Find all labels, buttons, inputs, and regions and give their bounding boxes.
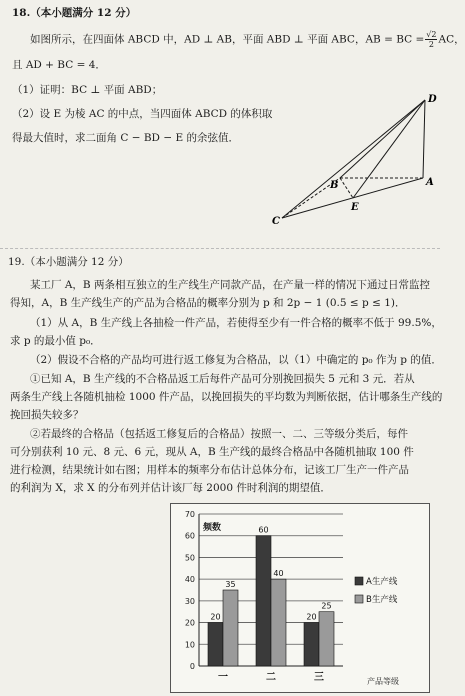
- problem-19-line1: 某工厂 A，B 两条相互独立的生产线生产同款产品，在产量一样的情况下通过日常监控: [30, 279, 430, 291]
- bar-b-1: [223, 590, 238, 666]
- tetrahedron-figure: [270, 90, 438, 230]
- edge-BE: [340, 178, 353, 198]
- problem-18-line1: [30, 30, 465, 49]
- legend-label: B生产线: [366, 595, 398, 605]
- bar-b-3: [319, 612, 334, 666]
- legend-swatch: [355, 595, 363, 603]
- vertex-label-C: C: [272, 216, 280, 227]
- problem-19-line12: 的利润为 X，求 X 的分布列并估计该厂每 2000 件时利润的期望值．: [10, 482, 331, 494]
- section-divider: [0, 248, 440, 249]
- vertex-label-D: D: [428, 94, 437, 105]
- problem-19-line7: 两条生产线上各随机抽检 1000 件产品，以挽回损失的平均数为判断依据，估计哪条生产线的: [10, 391, 443, 403]
- problem-19-line4: 求 p 的最小值 p₀．: [10, 335, 101, 347]
- problem-19-line5: （2）假设不合格的产品均可进行返工修复为合格品，以（1）中确定的 p₀ 作为 p 的值．: [30, 354, 442, 366]
- x-tick-label: 一: [218, 672, 228, 683]
- data-label: 20: [210, 612, 221, 622]
- data-label: 35: [225, 580, 236, 589]
- x-axis-label: 产品等级: [367, 677, 399, 686]
- data-label: 40: [273, 569, 284, 579]
- problem-19-line6: ①已知 A，B 生产线的不合格品返工后每件产品可分别挽回损失 5 元和 3 元．若从: [30, 373, 415, 385]
- bar-a-1: [208, 623, 223, 666]
- x-tick-label: 三: [314, 672, 324, 683]
- problem-18-line2: 且 AD + BC = 4．: [12, 59, 106, 71]
- vertex-label-E: E: [351, 202, 359, 213]
- edge-DA: [423, 100, 425, 178]
- edge-DE: [353, 100, 425, 198]
- x-tick-label: 二: [266, 672, 276, 683]
- fraction-sqrt2-over-2: [425, 30, 437, 49]
- edge-DC: [282, 100, 425, 218]
- y-tick-label: 30: [184, 596, 195, 606]
- fraction-denominator: 2: [428, 40, 434, 49]
- y-tick-label: 50: [184, 553, 195, 563]
- bar-chart-container: [170, 503, 430, 693]
- problem-18-item2a: （2）设 E 为棱 AC 的中点，当四面体 ABCD 的体积取: [12, 108, 273, 120]
- y-tick-label: 70: [184, 510, 195, 519]
- problem-19-line10: 可分别获利 10 元、8 元、6 元，现从 A，B 生产线的最终合格品中各随机抽取 100 件: [10, 446, 414, 458]
- problem-18-line1b: AC，: [438, 33, 465, 46]
- data-label: 20: [306, 612, 317, 622]
- problem-19-line8: 挽回损失较多？: [10, 409, 84, 421]
- problem-18-line1a: 如图所示，在四面体 ABCD 中，AD ⊥ AB，平面 ABD ⊥ 平面 ABC，AB = BC =: [30, 33, 425, 46]
- problem-19-heading: 19.（本小题满分 12 分）: [8, 256, 129, 268]
- problem-18-item1: （1）证明：BC ⊥ 平面 ABD；: [12, 84, 163, 96]
- bar-a-3: [304, 623, 319, 666]
- data-label: 60: [258, 525, 269, 535]
- legend-swatch: [355, 577, 363, 585]
- y-tick-label: 60: [184, 531, 195, 541]
- legend-label: A生产线: [366, 577, 398, 587]
- y-tick-label: 40: [184, 575, 195, 585]
- y-axis-label: 频数: [203, 523, 222, 533]
- problem-18-heading: 18.（本小题满分 12 分）: [12, 7, 137, 19]
- vertex-label-B: B: [330, 180, 339, 191]
- y-tick-label: 10: [184, 640, 195, 650]
- problem-18-item2b: 得最大值时，求二面角 C − BD − E 的余弦值．: [12, 132, 239, 144]
- data-label: 25: [321, 601, 332, 611]
- edge-DB: [340, 100, 425, 178]
- y-tick-label: 0: [189, 662, 195, 671]
- problem-19-line9: ②若最终的合格品（包括返工修复后的合格品）按照一、二、三等级分类后，每件: [30, 428, 408, 440]
- bar-chart: [171, 504, 429, 692]
- vertex-label-A: A: [426, 177, 434, 188]
- bar-b-2: [271, 579, 286, 666]
- problem-19-line3: （1）从 A，B 生产线上各抽检一件产品，若使得至少有一件合格的概率不低于 99.5%，: [30, 317, 442, 329]
- problem-19-line11: 进行检测，结果统计如右图；用样本的频率分布估计总体分布，记该工厂生产一件产品: [10, 464, 409, 476]
- bar-a-2: [256, 536, 271, 666]
- fraction-numerator: √2: [426, 30, 437, 39]
- problem-19-line2: 得知，A，B 生产线生产的产品为合格品的概率分别为 p 和 2p − 1 (0.5 ≤ p ≤ 1)．: [10, 297, 406, 309]
- y-tick-label: 20: [184, 618, 195, 628]
